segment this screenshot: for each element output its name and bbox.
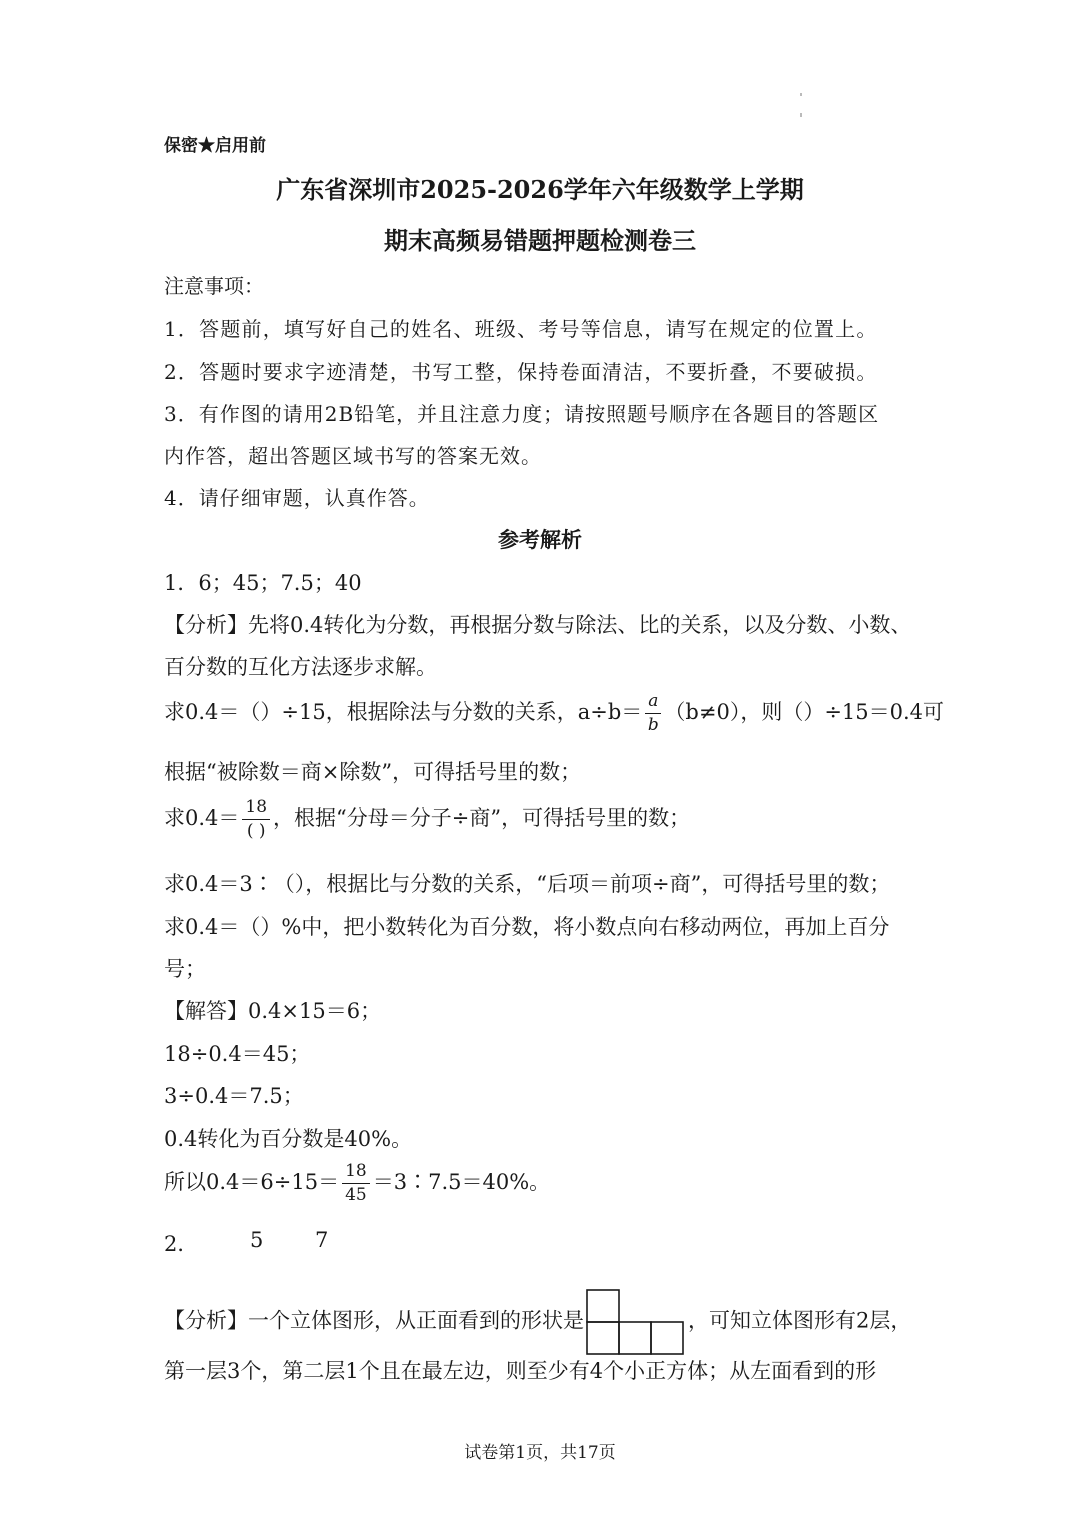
page-footer: 试卷第1页，共17页	[464, 1443, 616, 1463]
q1-division-step: 根据“被除数＝商×除数”，可得括号里的数；	[164, 760, 582, 784]
fraction-numerator: 18	[242, 799, 270, 820]
q2-answer-b: 7	[315, 1228, 329, 1252]
notice-item: 3．有作图的请用2B铅笔，并且注意力度；请按照题号顺序在各题目的答题区	[164, 402, 880, 426]
notice-item: 1．答题前，填写好自己的姓名、班级、考号等信息，请写在规定的位置上。	[164, 317, 878, 341]
section-heading: 参考解析	[498, 527, 582, 552]
q1-fraction-text: 求0.4＝	[164, 806, 240, 830]
q1-percent-step: 号；	[164, 957, 206, 981]
fraction-numerator: 18	[342, 1163, 370, 1184]
q2-analysis-text: 【分析】一个立体图形，从正面看到的形状是	[164, 1308, 584, 1333]
q1-conclusion-text: ＝3∶7.5＝40%。	[372, 1170, 551, 1194]
scan-speck	[800, 113, 802, 117]
q1-answer: 1．6；45；7.5；40	[164, 571, 362, 595]
exam-title-line1: 广东省深圳市2025-2026学年六年级数学上学期	[276, 175, 804, 204]
notice-item: 2．答题时要求字迹清楚，书写工整，保持卷面清洁，不要折叠，不要破损。	[164, 360, 878, 384]
confidential-label: 保密★启用前	[164, 136, 266, 156]
q1-division-text: （b≠0），则（）÷15＝0.4可	[664, 700, 945, 724]
q1-conclusion-text: 所以0.4＝6÷15＝	[164, 1170, 340, 1194]
fraction-denominator: b	[647, 715, 659, 735]
q2-analysis	[164, 1289, 911, 1355]
q1-analysis: 百分数的互化方法逐步求解。	[164, 655, 437, 679]
q1-percent-step: 求0.4＝（）%中，把小数转化为百分数，将小数点向右移动两位，再加上百分	[164, 915, 890, 939]
q1-conclusion	[164, 1163, 550, 1204]
scan-speck	[800, 93, 802, 96]
q1-division-step	[164, 693, 944, 734]
notice-item: 内作答，超出答题区域书写的答案无效。	[164, 444, 542, 468]
q2-analysis: 第一层3个，第二层1个且在最左边，则至少有4个小正方体；从左面看到的形	[164, 1359, 877, 1383]
notice-item: 4．请仔细审题，认真作答。	[164, 486, 430, 510]
notice-heading: 注意事项：	[164, 274, 264, 298]
fraction-denominator: 45	[345, 1185, 367, 1205]
fraction-a-over-b	[645, 693, 661, 734]
q1-solution: 3÷0.4＝7.5；	[164, 1084, 304, 1108]
fraction-18-over-45	[342, 1163, 370, 1204]
q1-fraction-text: ，根据“分母＝分子÷商”，可得括号里的数；	[273, 806, 691, 830]
q1-solution: 18÷0.4＝45；	[164, 1042, 311, 1066]
q1-ratio-step: 求0.4＝3∶（），根据比与分数的关系，“后项＝前项÷商”，可得括号里的数；	[164, 872, 891, 896]
front-view-figure	[586, 1289, 686, 1355]
q2-answer-a: 5	[250, 1228, 264, 1252]
q1-solution: 【解答】0.4×15＝6；	[164, 999, 382, 1023]
q1-fraction-step	[164, 799, 690, 840]
q2-analysis-text: ，可知立体图形有2层，	[688, 1308, 912, 1333]
q1-division-text: 求0.4＝（）÷15，根据除法与分数的关系，a÷b＝	[164, 700, 643, 724]
fraction-denominator: ( )	[246, 821, 266, 841]
fraction-18-over-blank	[242, 799, 270, 840]
q2-number: 2．	[164, 1232, 199, 1256]
q1-analysis: 【分析】先将0.4转化为分数，再根据分数与除法、比的关系，以及分数、小数、	[164, 613, 912, 637]
fraction-numerator: a	[645, 693, 661, 714]
exam-title-line2: 期末高频易错题押题检测卷三	[384, 226, 696, 255]
q1-solution: 0.4转化为百分数是40%。	[164, 1127, 413, 1151]
